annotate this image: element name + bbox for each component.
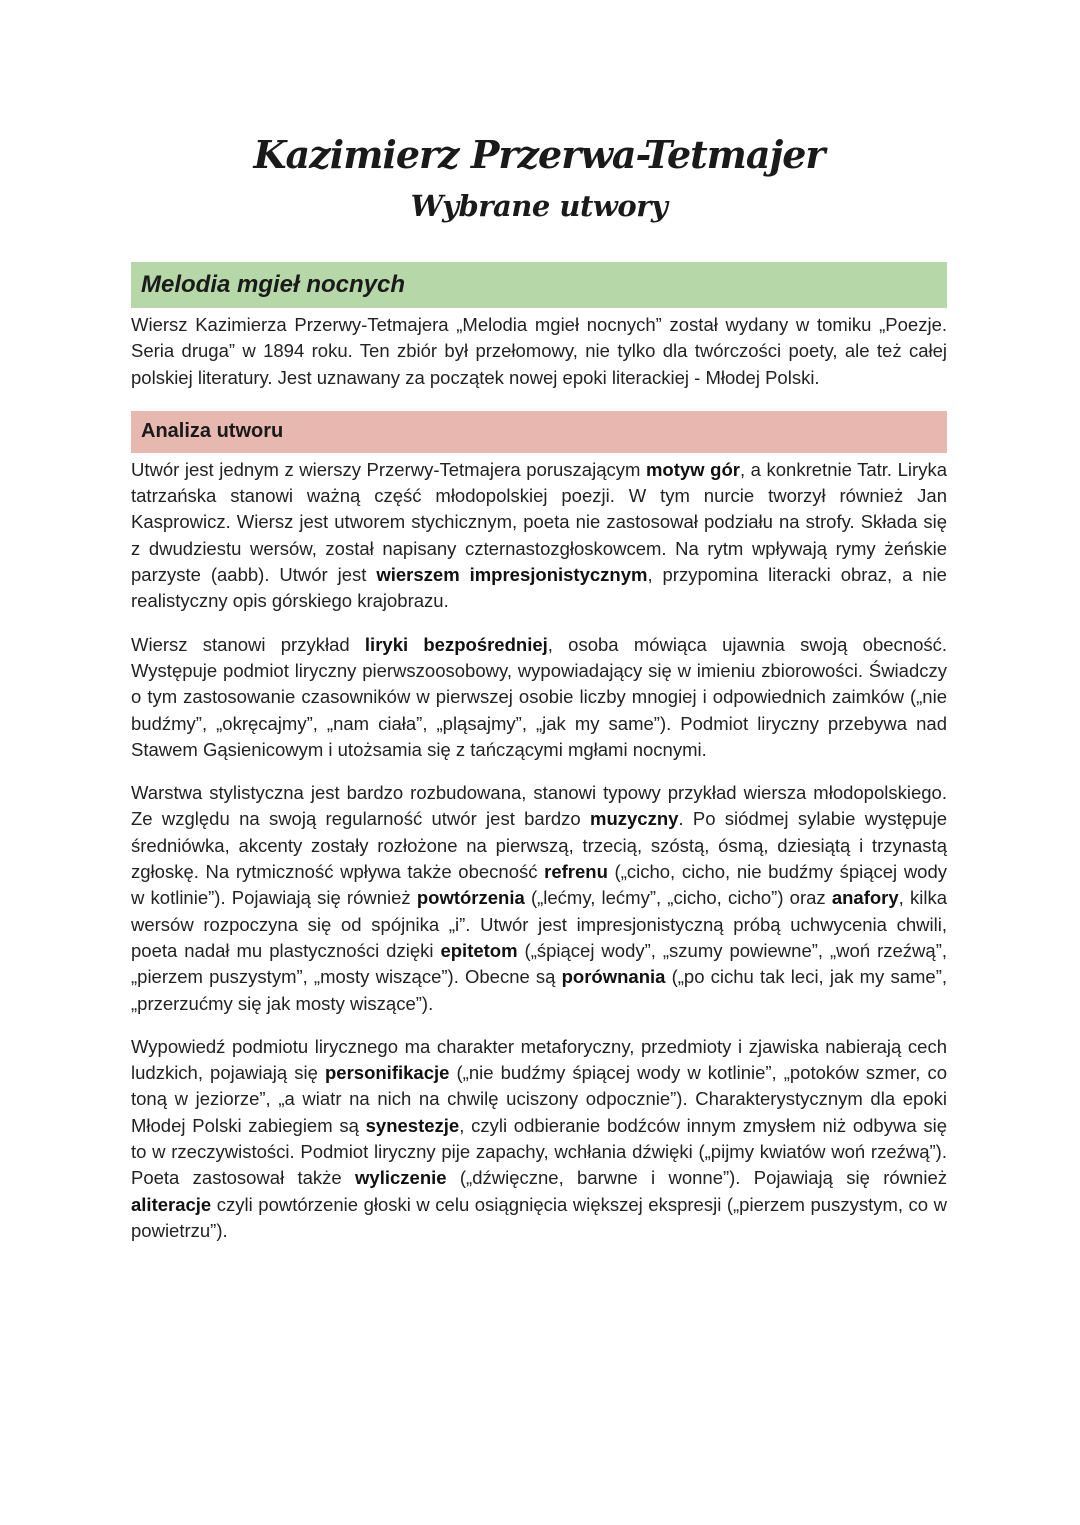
section-heading: Melodia mgieł nocnych [131,262,947,308]
text-run: czyli powtórzenie głoski w celu osiągnięcia większej ekspresji („pierzem puszystym, co w powietrzu”). [131,1193,947,1241]
text-run: („po cichu tak leci, jak my same”, „przerzućmy się jak mosty wiszące”). [131,966,947,1014]
document-title: Kazimierz Przerwa-Tetmajer [253,132,825,177]
text-run: , przypomina literacki obraz, a nie realistyczny opis górskiego krajobrazu. [131,564,947,612]
document-subtitle: Wybrane utwory [410,189,668,223]
analysis-paragraph-3 [131,780,947,1017]
analysis-paragraph-2 [131,632,947,763]
text-run: („lećmy, lećmy”, „cicho, cicho”) oraz [524,887,832,909]
bold-term: motyw gór [645,458,740,480]
text-run: , kilka wersów rozpoczyna się od spójnika „i”. Utwór jest impresjonistyczną próbą uchwycenia chwili, poeta nadał mu plastyczności dzięki [131,887,947,961]
intro-paragraph: Wiersz Kazimierza Przerwy-Tetmajera „Melodia mgieł nocnych” został wydany w tomiku „Poezje. Seria druga” w 1894 roku. Ten zbiór był przełomowy, nie tylko dla twórczości poety, ale też całej polskiej literatury. Jest uznawany za początek nowej epoki literackiej - Młodej Polski. [131,314,947,388]
text-run: , a konkretnie Tatr. Liryka tatrzańska stanowi ważną część młodopolskiej poezji. W tym nurcie tworzył również Jan Kasprowicz. Wiersz jest utworem stychicznym, poeta nie zastosował podziału na strofy. Składa się z dwudziestu wersów, został napisany czternastozgłoskowcem. Na rytm wpływają rymy żeńskie parzyste (aabb). Utwór jest [131,458,947,586]
text-run: Utwór jest jednym z wierszy Przerwy-Tetmajera poruszającym [131,458,646,480]
text-run: („nie budźmy śpiącej wody w kotlinie”, „potoków szmer, co toną w jeziorze”, „a wiatr na nich na chwilę uciszony odpocznie”). Charakterystycznym dla epoki Młodej Polski zabiegiem są [131,1062,947,1136]
bold-term: liryki bezpośredniej [364,633,548,655]
bold-term: personifikacje [325,1062,450,1084]
text-run: Warstwa stylistyczna jest bardzo rozbudowana, stanowi typowy przykład wiersza młodopolskiego. Ze względu na swoją regularność utwór jest bardzo [131,782,947,830]
bold-term: muzyczny [590,808,679,830]
bold-term: porównania [561,966,666,988]
text-run: („śpiącej wody”, „szumy powiewne”, „woń rzeźwą”, „pierzem puszystym”, „mosty wiszące”). Obecne są [131,939,948,988]
document-page [131,130,947,1244]
bold-term: powtórzenia [416,887,525,909]
bold-term: refrenu [544,861,608,883]
bold-term: wyliczenie [355,1167,447,1189]
text-run: („cicho, cicho, nie budźmy śpiącej wody w kotlinie”). Pojawiają się również [131,861,948,909]
text-run: Wiersz stanowi przykład [131,633,365,655]
bold-term: aliteracje [131,1193,212,1215]
text-run: , czyli odbieranie bodźców innym zmysłem niż odbywa się to w rzeczywistości. Podmiot liryczny pije zapachy, wchłania dźwięki („pijmy kwiatów woń rzeźwą”). Poeta zastosował także [131,1114,947,1189]
text-run: , osoba mówiąca ujawnia swoją obecność. Występuje podmiot liryczny pierwszoosobowy, wypowiadający się w imieniu zbiorowości. Świadczy o tym zastosowanie czasowników w pierwszej osobie liczby mnogiej i odpowiednich zaimków („nie budźmy”, „okręcajmy”, „nam ciała”, „pląsajmy”, „jak my same”). Podmiot liryczny przebywa nad Stawem Gąsienicowym i utożsamia się z tańczącymi mgłami nocnymi. [131,633,947,760]
text-run: („dźwięczne, barwne i wonne”). Pojawiają się również [446,1167,947,1189]
text-run: Wypowiedź podmiotu lirycznego ma charakter metaforyczny, przedmioty i zjawiska nabierają cech ludzkich, pojawiają się [131,1035,947,1084]
bold-term: synestezje [365,1114,460,1136]
bold-term: epitetom [440,939,518,961]
analysis-heading: Analiza utworu [131,411,947,453]
analysis-paragraph-4 [131,1034,947,1244]
text-run: . Po siódmej sylabie występuje średniówka, akcenty zostały rozłożone na pierwszą, trzecią, szóstą, ósmą, dziesiątą i trzynastą zgłoskę. Na rytmiczność wpływa także obecność [131,808,947,883]
bold-term: anafory [831,887,899,909]
bold-term: wierszem impresjonistycznym [376,564,648,586]
analysis-paragraph-1 [131,457,947,615]
